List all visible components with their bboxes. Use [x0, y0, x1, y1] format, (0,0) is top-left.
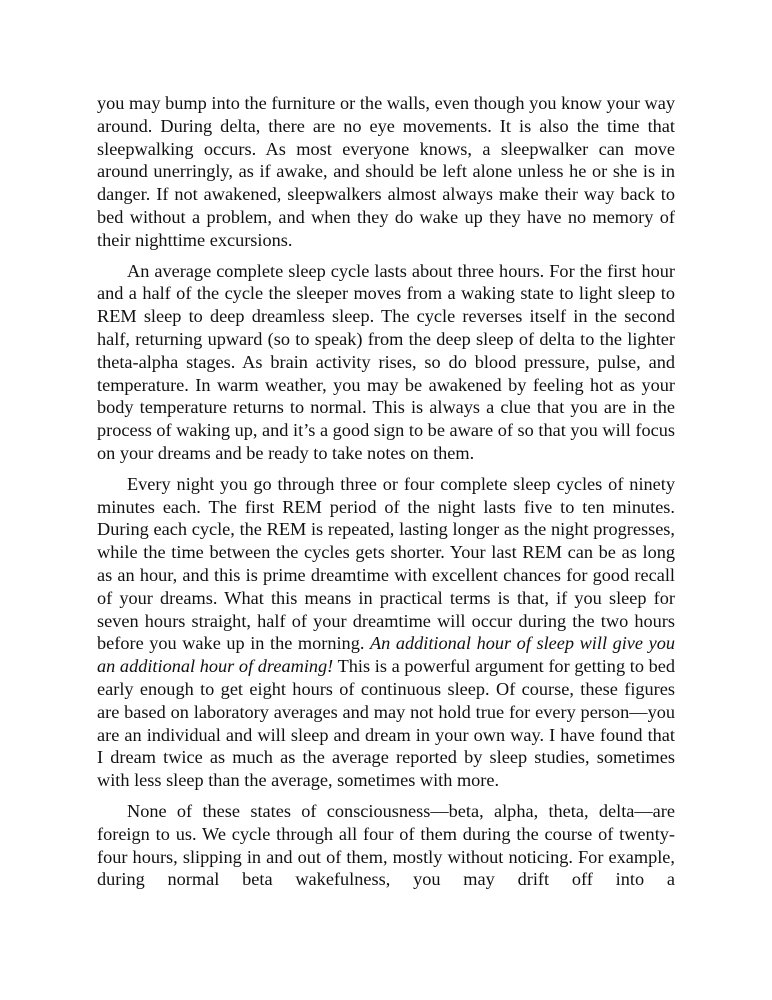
emphasis-text: An additional hour of sleep will give you an additional hour of dreaming!	[97, 633, 675, 677]
paragraph-sleep-cycle: An average complete sleep cycle lasts about three hours. For the first hour and a half of the cycle the sleeper moves from a waking state to light sleep to REM sleep to deep dreamless sleep. The cycle reverses itself in the second half, returning upward (so to speak) from the deep sleep of delta to the lighter theta-alpha stages. As brain activity rises, so do blood pressure, pulse, and temperature. In warm weather, you may be awakened by feeling hot as your body temperature returns to normal. This is always a clue that you are in the process of waking up, and it’s a good sign to be aware of so that you will focus on your dreams and be ready to take notes on them.	[97, 260, 675, 463]
paragraph-text-end: This is a powerful argument for getting to bed early enough to get eight hours of continuous sleep. Of course, these figures are based on laboratory averages and may not hold true for every person—you are an individual and will sleep and dream in your own way. I have found that I dream twice as much as the average reported by sleep studies, sometimes with less sleep than the average, sometimes with more.	[97, 656, 675, 791]
paragraph-text-start: Every night you go through three or four complete sleep cycles of ninety minutes each. The first REM period of the night lasts five to ten minutes. During each cycle, the REM is repeated, lasting longer as the night progresses, while the time between the cycles gets shorter. Your last REM can be as long as an hour, and this is prime dreamtime with excellent chances for good recall of your dreams. What this means in practical terms is that, if you sleep for seven hours straight, half of your dreamtime will occur during the two hours before you wake up in the morning.	[97, 473, 675, 654]
paragraph-sleepwalking: you may bump into the furniture or the walls, even though you know your way around. During delta, there are no eye movements. It is also the time that sleepwalking occurs. As most everyone knows, a sleepwalker can move around unerringly, as if awake, and should be left alone unless he or she is in danger. If not awakened, sleepwalkers almost always make their way back to bed without a problem, and when they do wake up they have no memory of their nighttime excursions.	[97, 93, 675, 250]
paragraph-states-of-consciousness: None of these states of consciousness—beta, alpha, theta, delta—are foreign to us. We cycle through all four of them during the course of twenty-four hours, slipping in and out of them, mostly without noticing. For example, during normal beta wakefulness, you may drift off into a	[97, 800, 675, 890]
book-page	[97, 92, 675, 899]
paragraph-rem-periods	[97, 473, 675, 792]
